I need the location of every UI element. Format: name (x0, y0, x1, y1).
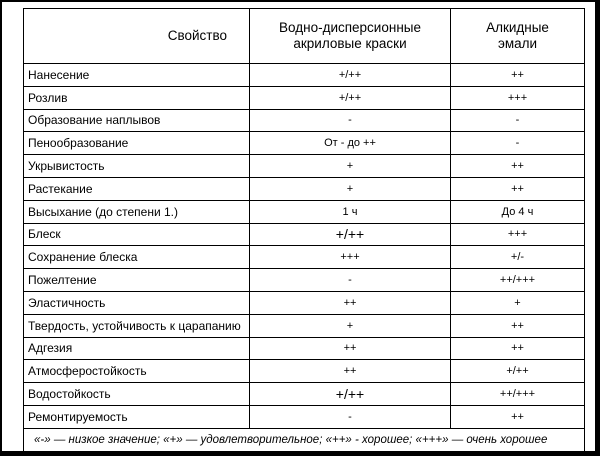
alkyd-value-cell: ++ (451, 337, 585, 360)
table-row (24, 223, 585, 246)
properties-table (23, 8, 585, 451)
acrylic-value-cell: ++ (250, 360, 451, 383)
table-row (24, 246, 585, 269)
property-cell: Сохранение блеска (24, 246, 250, 269)
header-alkyd: Алкидные эмали (451, 9, 585, 64)
table-row (24, 132, 585, 155)
acrylic-value-cell: +/++ (250, 86, 451, 109)
acrylic-value-cell: От - до ++ (250, 132, 451, 155)
acrylic-value-cell: +/++ (250, 383, 451, 406)
property-cell: Нанесение (24, 64, 250, 87)
property-cell: Эластичность (24, 291, 250, 314)
acrylic-value-cell: +/++ (250, 223, 451, 246)
table-row (24, 360, 585, 383)
property-cell: Укрывистость (24, 155, 250, 178)
acrylic-value-cell: 1 ч (250, 200, 451, 223)
table-row (24, 314, 585, 337)
property-cell: Блеск (24, 223, 250, 246)
property-cell: Розлив (24, 86, 250, 109)
alkyd-value-cell: ++/+++ (451, 269, 585, 292)
table-row (24, 405, 585, 428)
acrylic-value-cell: - (250, 269, 451, 292)
property-cell: Высыхание (до степени 1.) (24, 200, 250, 223)
table-row (24, 200, 585, 223)
header-acrylic: Водно-дисперсионные акриловые краски (250, 9, 451, 64)
table-row (24, 269, 585, 292)
alkyd-value-cell: - (451, 109, 585, 132)
acrylic-value-cell: +/++ (250, 64, 451, 87)
property-cell: Пожелтение (24, 269, 250, 292)
property-cell: Пенообразование (24, 132, 250, 155)
property-cell: Твердость, устойчивость к царапанию (24, 314, 250, 337)
alkyd-value-cell: ++ (451, 64, 585, 87)
alkyd-value-cell: ++/+++ (451, 383, 585, 406)
alkyd-value-cell: +++ (451, 223, 585, 246)
table-row (24, 291, 585, 314)
alkyd-value-cell: До 4 ч (451, 200, 585, 223)
alkyd-value-cell: - (451, 132, 585, 155)
property-cell: Образование наплывов (24, 109, 250, 132)
legend-text: «-» — низкое значение; «+» — удовлетворительное; «++» - хорошее; «+++» — очень хорошее (24, 428, 585, 451)
alkyd-value-cell: + (451, 291, 585, 314)
alkyd-value-cell: ++ (451, 155, 585, 178)
acrylic-value-cell: + (250, 155, 451, 178)
property-cell: Ремонтируемость (24, 405, 250, 428)
alkyd-value-cell: ++ (451, 314, 585, 337)
table-row (24, 155, 585, 178)
alkyd-value-cell: +/- (451, 246, 585, 269)
acrylic-value-cell: - (250, 109, 451, 132)
table-header-row (24, 9, 585, 64)
alkyd-value-cell: ++ (451, 177, 585, 200)
property-cell: Атмосферостойкость (24, 360, 250, 383)
legend-row (24, 428, 585, 451)
acrylic-value-cell: + (250, 314, 451, 337)
table-row (24, 86, 585, 109)
alkyd-value-cell: +/++ (451, 360, 585, 383)
acrylic-value-cell: + (250, 177, 451, 200)
property-cell: Водостойкость (24, 383, 250, 406)
property-cell: Растекание (24, 177, 250, 200)
table-row (24, 109, 585, 132)
table-row (24, 177, 585, 200)
acrylic-value-cell: - (250, 405, 451, 428)
property-cell: Адгезия (24, 337, 250, 360)
alkyd-value-cell: ++ (451, 405, 585, 428)
table-row (24, 64, 585, 87)
acrylic-value-cell: ++ (250, 337, 451, 360)
acrylic-value-cell: +++ (250, 246, 451, 269)
alkyd-value-cell: +++ (451, 86, 585, 109)
header-property: Свойство (24, 9, 250, 64)
acrylic-value-cell: ++ (250, 291, 451, 314)
table-row (24, 337, 585, 360)
table-row (24, 383, 585, 406)
